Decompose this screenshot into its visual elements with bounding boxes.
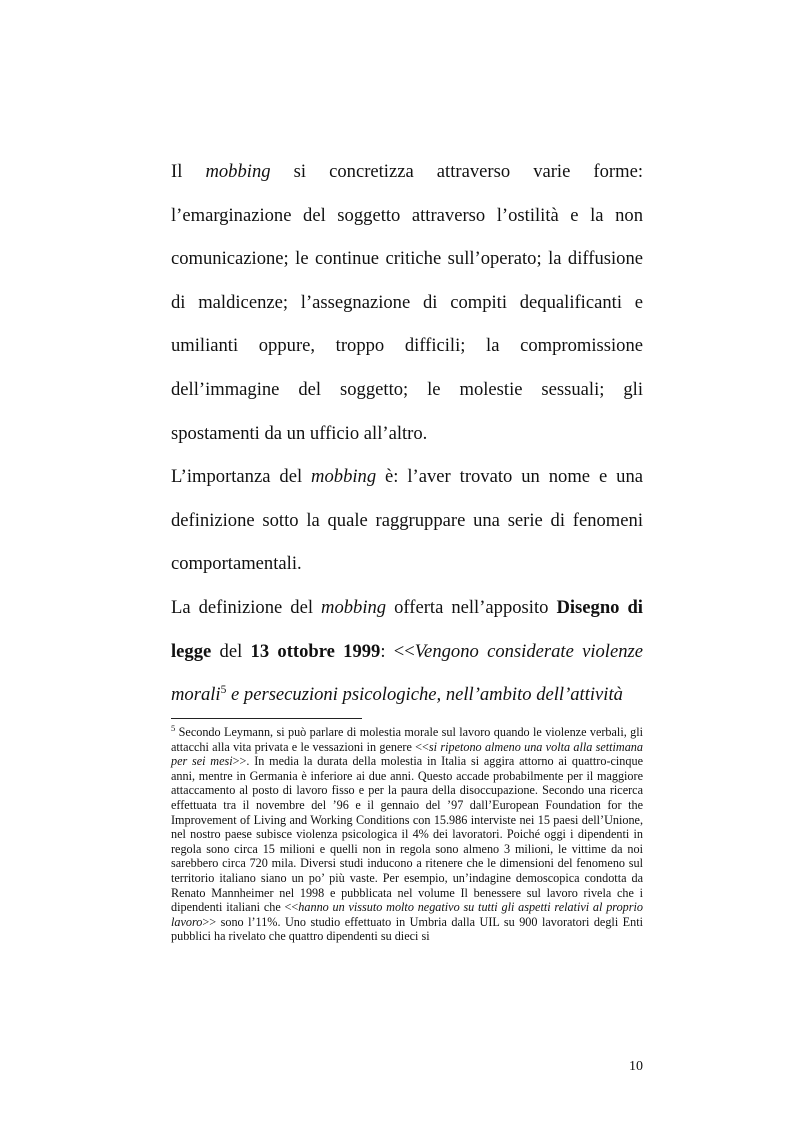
text-run: del (211, 640, 251, 662)
text-run: : << (380, 640, 415, 662)
footnote-text: >> sono l’11%. Uno studio effettuato in Umbria dalla UIL su 900 lavoratori degli Enti pubblici ha rivelato che quattro dipendenti su dieci si (171, 914, 643, 944)
footnote-separator (171, 718, 362, 719)
footnote-mark: 5 (171, 722, 176, 733)
main-text (171, 150, 643, 717)
text-run: offerta nell’apposito (386, 596, 557, 618)
footnote-reference[interactable]: 5 (220, 683, 227, 696)
text-run: Il (171, 161, 206, 182)
footnote-text: Secondo Leymann, si può parlare di molestia morale sul lavoro quando le violenze verbali, gli attacchi alla vita privata e le vessazioni in genere << (171, 725, 643, 754)
page-number: 10 (629, 1059, 643, 1074)
paragraph-1 (171, 150, 643, 455)
bold-term: Disegno di legge (171, 596, 643, 662)
text-run: La definizione del (171, 596, 322, 618)
text-run: è: l’aver trovato un nome e una definizione sotto la quale raggruppare una serie di fenomeni comportamentali. (171, 466, 644, 575)
footnote-italic: hanno un vissuto molto negativo su tutti gli aspetti relativi al proprio lavoro (171, 900, 643, 929)
paragraph-2 (171, 455, 643, 586)
footnote-italic: si ripetono almeno una volta alla settimana per sei mesi (171, 739, 643, 769)
text-run: si concretizza attraverso varie forme: l’emarginazione del soggetto attraverso l’ostilità e la non comunicazione; le continue critiche sull’operato; la diffusione di maldicenze; l’assegnazione di compiti dequalificanti e umilianti oppure, troppo difficili; la compromissione dell’immagine del soggetto; le molestie sessuali; gli spostamenti da un ufficio all’altro. (171, 161, 643, 444)
bold-date: 13 ottobre 1999 (250, 640, 381, 662)
italic-quote: e persecuzioni psicologiche, nell’ambito dell’attività (226, 684, 623, 706)
italic-term: mobbing (311, 466, 377, 488)
italic-term: mobbing (205, 161, 271, 182)
italic-quote: Vengono considerate violenze morali (171, 640, 644, 706)
paragraph-3 (171, 586, 643, 717)
footnote (171, 722, 643, 944)
footnote-text: >>. In media la durata della molestia in Italia si aggira attorno ai quattro-cinque anni, mentre in Germania è inferiore ai due anni. Questo accade probabilmente per il maggiore attaccamento al posto di lavoro fisso e per la paura della disoccupazione. Secondo una ricerca effettuata tra il novembre del ’96 e il gennaio del ’97 dall’European Foundation for the Improvement of Living and Working Conditions con 15.986 interviste nei 15 paesi dell’Unione, nel nostro paese subisce violenza psicologica il 4% dei lavoratori. Poiché oggi i dipendenti in regola sono circa 15 milioni e quelli non in regola sono almeno 3 milioni, le vittime da noi sarebbero circa 720 mila. Diversi studi inducono a ritenere che le dimensioni del fenomeno sul territorio italiano siano un po’ più vaste. Per esempio, un’indagine demoscopica condotta da Renato Mannheimer nel 1998 e pubblicata nel volume Il benessere sul lavoro rivela che i dipendenti italiani che << (171, 754, 643, 915)
text-run: L’importanza del (171, 466, 312, 488)
italic-term: mobbing (321, 596, 387, 618)
